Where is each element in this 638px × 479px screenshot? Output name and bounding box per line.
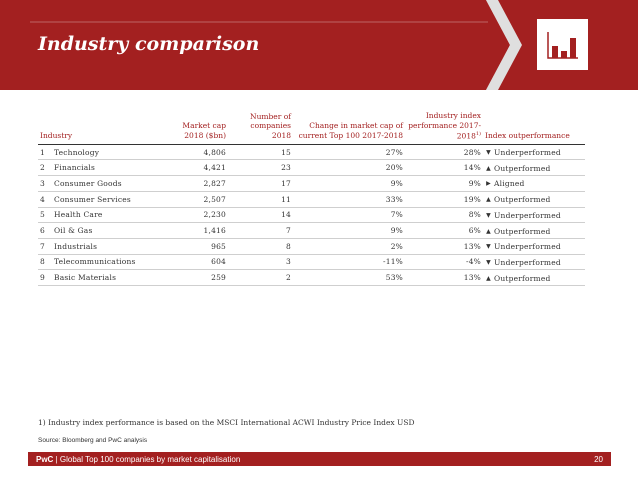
row-index-performance: 8%	[405, 207, 483, 223]
row-rank: 5	[38, 207, 52, 223]
performance-label: Outperformed	[494, 163, 551, 173]
row-market-cap: 604	[176, 254, 228, 270]
row-industry: Oil & Gas	[52, 223, 176, 239]
row-market-cap: 4,421	[176, 160, 228, 176]
performance-arrow-icon: ▲	[486, 274, 491, 282]
row-rank: 2	[38, 160, 52, 176]
row-change: 33%	[293, 191, 405, 207]
industry-table	[38, 111, 585, 286]
row-change: 53%	[293, 270, 405, 286]
row-industry: Health Care	[52, 207, 176, 223]
row-market-cap: 2,827	[176, 176, 228, 192]
row-index-performance: 14%	[405, 160, 483, 176]
footer-bar	[28, 452, 611, 466]
row-change: 27%	[293, 144, 405, 160]
performance-arrow-icon: ▼	[486, 243, 491, 251]
performance-label: Outperformed	[494, 195, 551, 205]
row-market-cap: 4,806	[176, 144, 228, 160]
table-row	[38, 160, 585, 176]
row-index-performance: 6%	[405, 223, 483, 239]
row-index-performance: 28%	[405, 144, 483, 160]
col-outperformance: Index outperformance	[483, 111, 585, 144]
row-outperformance	[483, 144, 585, 160]
row-industry: Consumer Services	[52, 191, 176, 207]
row-change: 9%	[293, 176, 405, 192]
performance-label: Aligned	[494, 179, 525, 189]
row-rank: 6	[38, 223, 52, 239]
table-header-row	[38, 111, 585, 144]
row-industry: Consumer Goods	[52, 176, 176, 192]
header-banner	[0, 0, 638, 90]
row-change: -11%	[293, 254, 405, 270]
row-outperformance	[483, 191, 585, 207]
performance-arrow-icon: ▲	[486, 196, 491, 204]
col-industry: Industry	[38, 111, 176, 144]
source-note: Source: Bloomberg and PwC analysis	[38, 437, 148, 444]
icon-box	[537, 19, 588, 70]
performance-label: Outperformed	[494, 226, 551, 236]
row-outperformance	[483, 254, 585, 270]
performance-label: Outperformed	[494, 273, 551, 283]
row-rank: 1	[38, 144, 52, 160]
row-rank: 8	[38, 254, 52, 270]
row-market-cap: 1,416	[176, 223, 228, 239]
footnote: 1) Industry index performance is based on the MSCI International ACWI Industry Price Index USD	[38, 418, 415, 427]
performance-arrow-icon: ▼	[486, 149, 491, 157]
row-companies: 8	[228, 238, 293, 254]
performance-arrow-icon: ▼	[486, 258, 491, 266]
table-row	[38, 223, 585, 239]
table-row	[38, 144, 585, 160]
performance-arrow-icon: ▶	[486, 180, 491, 188]
row-rank: 4	[38, 191, 52, 207]
row-index-performance: 13%	[405, 270, 483, 286]
page-title: Industry comparison	[38, 33, 260, 55]
page-number: 20	[594, 454, 603, 464]
row-outperformance	[483, 270, 585, 286]
row-change: 2%	[293, 238, 405, 254]
row-companies: 15	[228, 144, 293, 160]
performance-label: Underperformed	[494, 148, 561, 158]
col-companies: Number of companies 2018	[228, 111, 293, 144]
row-companies: 11	[228, 191, 293, 207]
row-companies: 23	[228, 160, 293, 176]
performance-label: Underperformed	[494, 210, 561, 220]
table-row	[38, 238, 585, 254]
row-index-performance: 19%	[405, 191, 483, 207]
row-market-cap: 2,507	[176, 191, 228, 207]
row-outperformance	[483, 160, 585, 176]
row-outperformance	[483, 176, 585, 192]
row-market-cap: 259	[176, 270, 228, 286]
col-change: Change in market cap of current Top 100 2017-2018	[293, 111, 405, 144]
row-index-performance: -4%	[405, 254, 483, 270]
row-industry: Basic Materials	[52, 270, 176, 286]
performance-label: Underperformed	[494, 242, 561, 252]
row-companies: 7	[228, 223, 293, 239]
row-outperformance	[483, 207, 585, 223]
footer-text: PwC | Global Top 100 companies by market capitalisation	[36, 454, 241, 464]
row-industry: Technology	[52, 144, 176, 160]
row-outperformance	[483, 223, 585, 239]
performance-label: Underperformed	[494, 257, 561, 267]
table-row	[38, 207, 585, 223]
table-row	[38, 254, 585, 270]
row-rank: 9	[38, 270, 52, 286]
row-index-performance: 9%	[405, 176, 483, 192]
performance-arrow-icon: ▲	[486, 227, 491, 235]
performance-arrow-icon: ▼	[486, 211, 491, 219]
row-industry: Financials	[52, 160, 176, 176]
row-market-cap: 2,230	[176, 207, 228, 223]
col-index-performance: Industry index performance 2017-2018$^{1)}$	[405, 111, 483, 144]
row-companies: 3	[228, 254, 293, 270]
row-change: 9%	[293, 223, 405, 239]
row-outperformance	[483, 238, 585, 254]
row-companies: 2	[228, 270, 293, 286]
table-row	[38, 191, 585, 207]
row-industry: Industrials	[52, 238, 176, 254]
row-companies: 14	[228, 207, 293, 223]
row-change: 20%	[293, 160, 405, 176]
row-industry: Telecommunications	[52, 254, 176, 270]
row-market-cap: 965	[176, 238, 228, 254]
table-row	[38, 176, 585, 192]
row-change: 7%	[293, 207, 405, 223]
performance-arrow-icon: ▲	[486, 164, 491, 172]
col-market-cap: Market cap 2018 ($bn)	[176, 111, 228, 144]
row-companies: 17	[228, 176, 293, 192]
row-rank: 7	[38, 238, 52, 254]
row-index-performance: 13%	[405, 238, 483, 254]
row-rank: 3	[38, 176, 52, 192]
table-row	[38, 270, 585, 286]
